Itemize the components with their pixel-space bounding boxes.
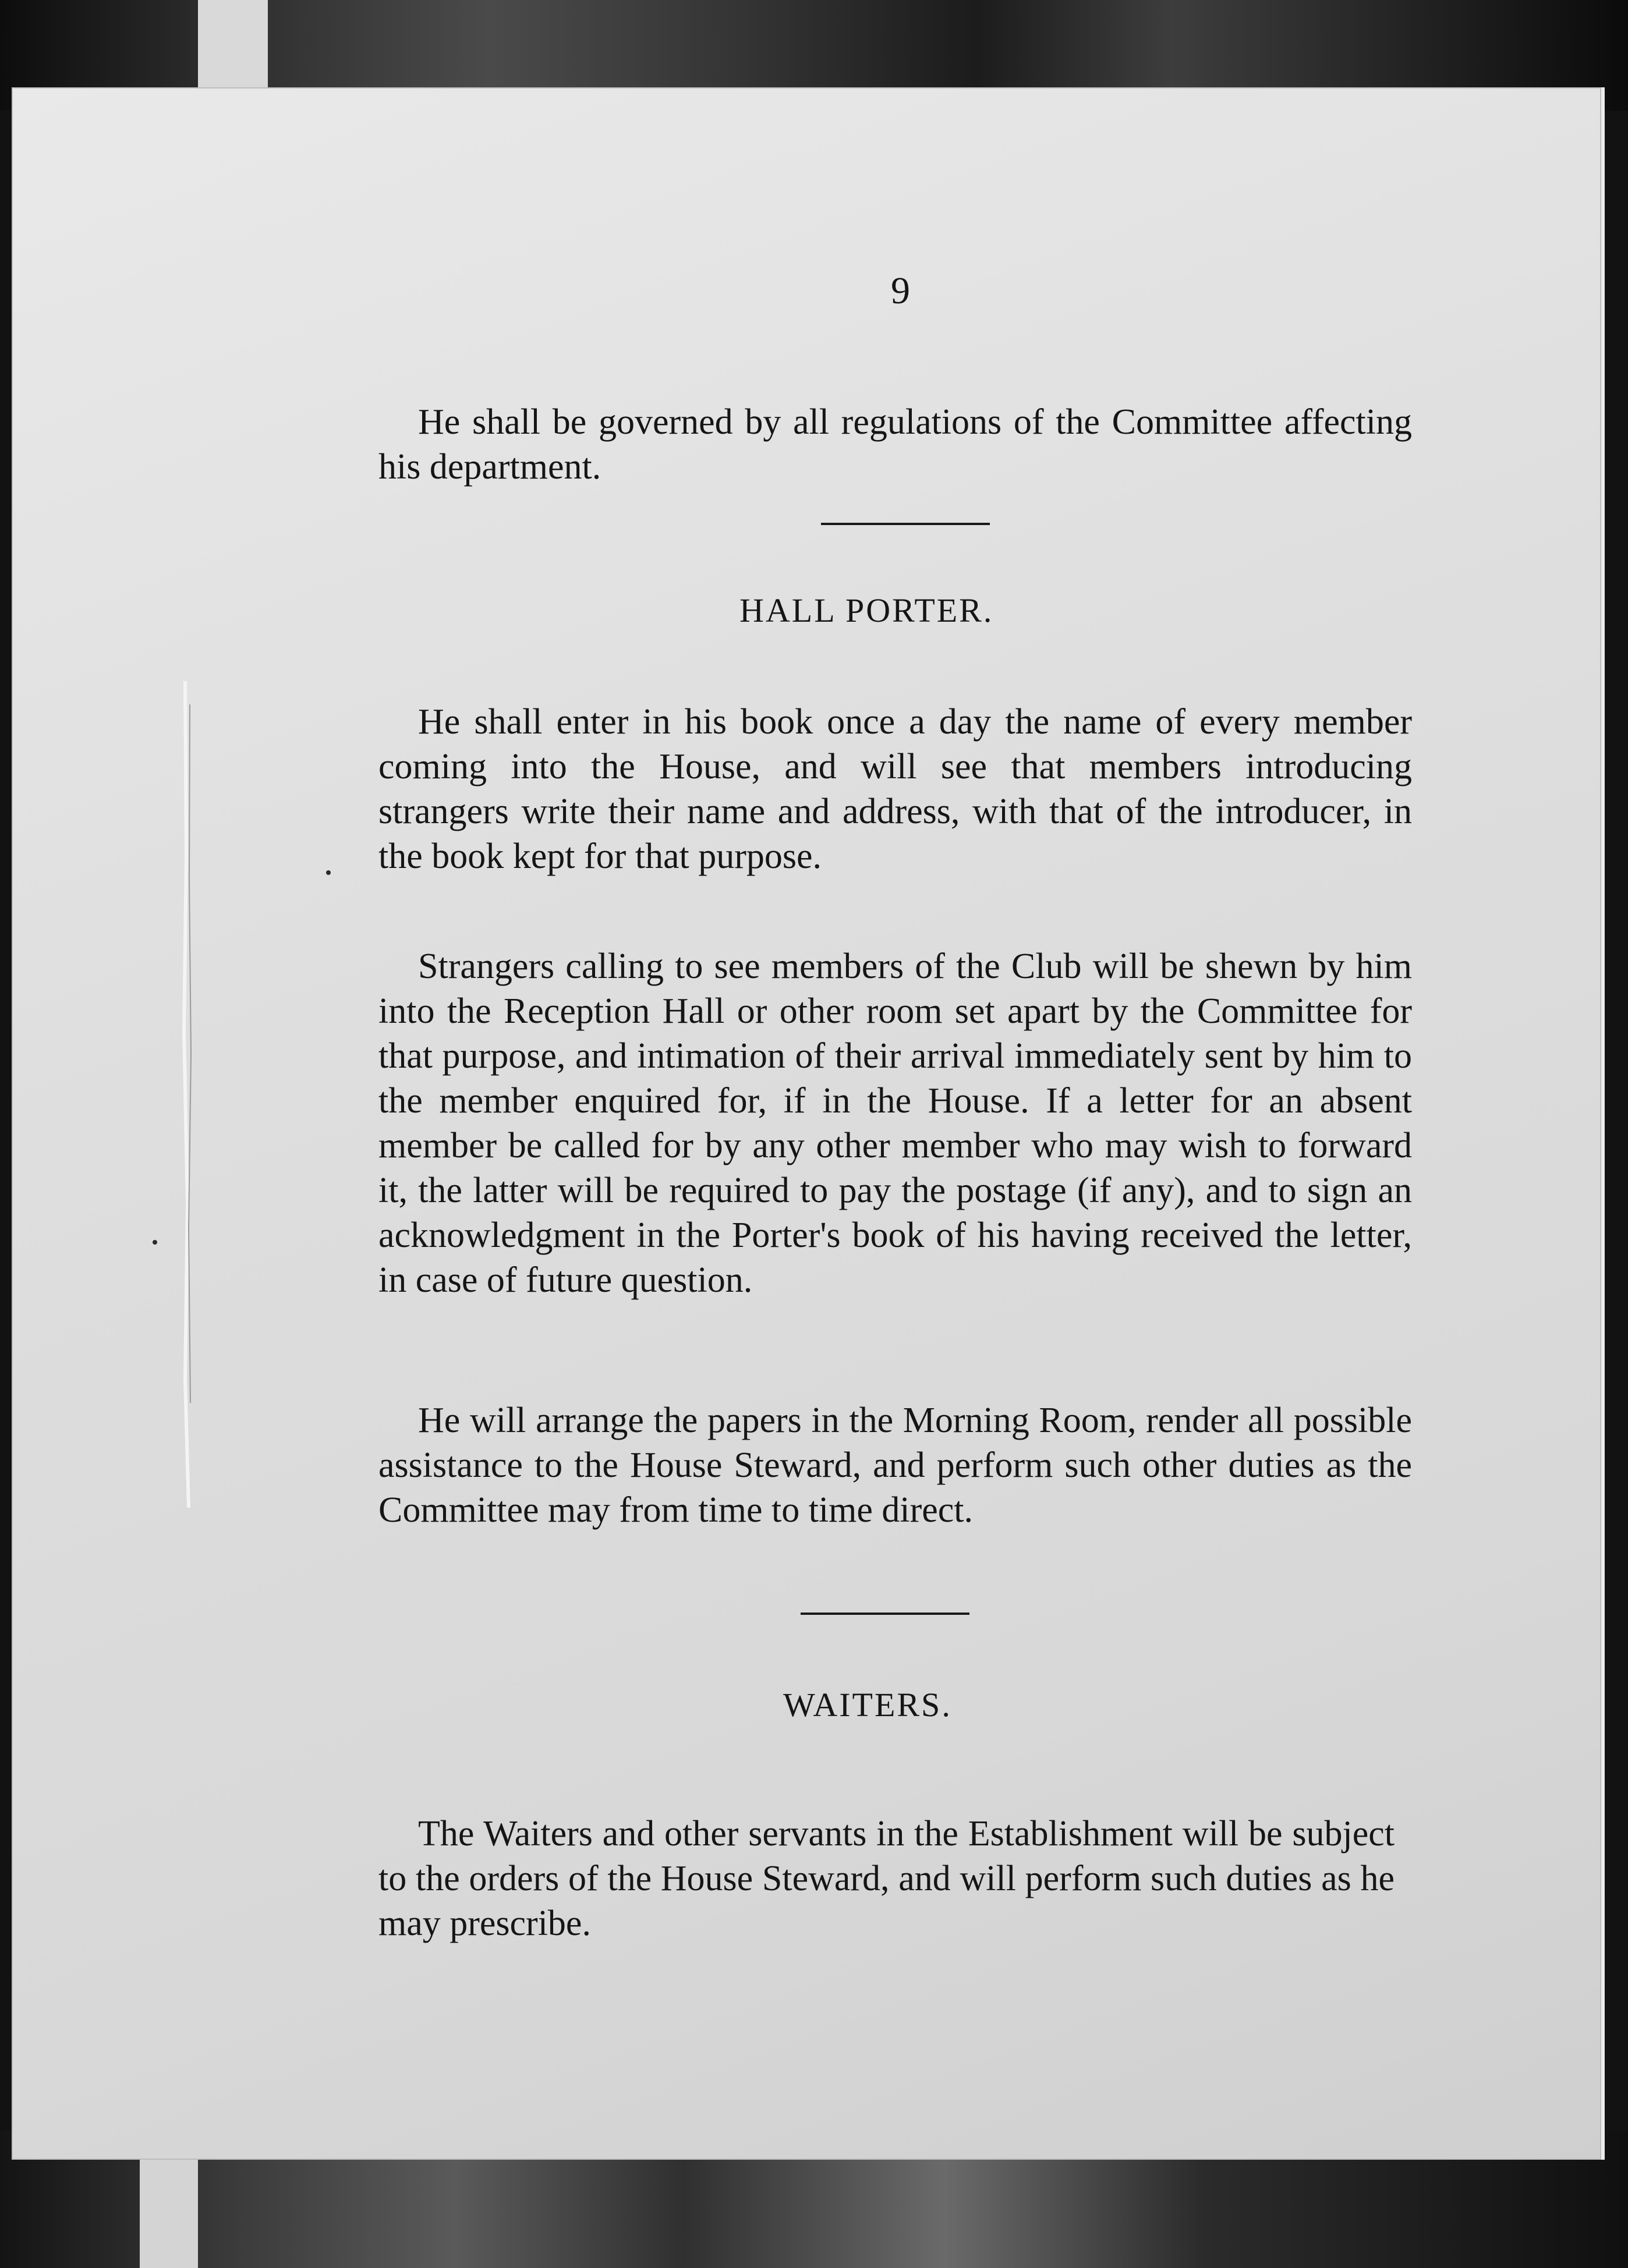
intro-paragraph: He shall be governed by all regulations of the Committee affecting his department. [378,402,1412,487]
waiters-paragraph-1: The Waiters and other servants in the Establishment will be subject to the orders of the House Steward, and will perform such duties as he may prescribe. [378,1814,1395,1943]
hall-porter-paragraph-1: He shall enter in his book once a day the name of every member coming into the House, and will see that members introducing strangers write their name and address, with that of the introducer, in the book kept for that purpose. [378,702,1412,876]
paper-speck [153,1240,157,1245]
hall-porter-paragraph-3: He will arrange the papers in the Morning Room, render all possible assistance to the House Steward, and perform such other duties as the Committee may from time to time direct. [378,1401,1412,1530]
binding-strip-bottom [140,2148,198,2268]
section-divider [821,523,990,525]
hall-porter-paragraph-2: Strangers calling to see members of the Club will be shewn by him into the Reception Hall or other room set apart by the Committee for that purpose, and intimation of their arrival immediately sent by him to the member enquired for, if in the House. If a letter for an absent member be called for by any other member who may wish to forward it, the latter will be required to pay the postage (if any), and to sign an acknowledgment in the Porter's book of his having received the letter, in case of future question. [378,947,1412,1300]
paper-speck [326,870,331,875]
section-heading-hall-porter: HALL PORTER. [739,591,994,629]
page-number: 9 [891,270,910,312]
binding-thread [181,681,194,1508]
section-heading-waiters: WAITERS. [783,1686,952,1724]
section-divider [801,1613,969,1615]
binding-strip-top [198,0,268,87]
